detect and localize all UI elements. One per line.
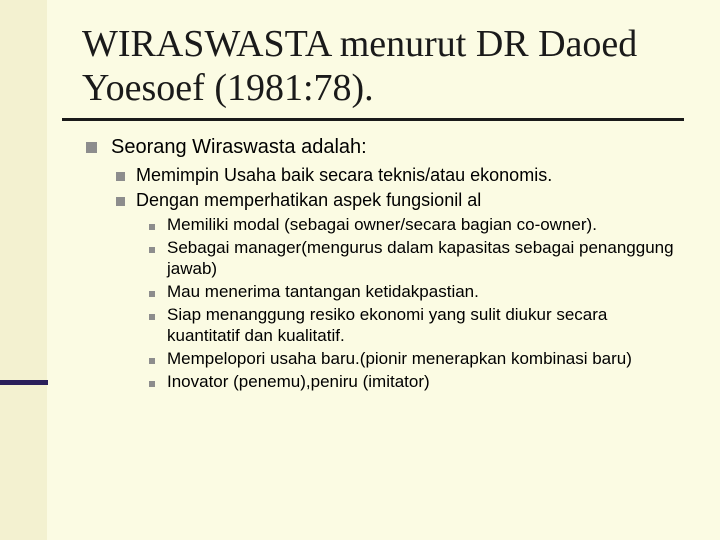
bullet-level2 — [116, 189, 702, 212]
square-bullet-icon — [116, 197, 125, 206]
bullet-text: Inovator (penemu),peniru (imitator) — [167, 372, 430, 391]
bullet-text: Seorang Wiraswasta adalah: — [111, 136, 367, 158]
square-bullet-icon — [116, 172, 125, 181]
bullet-level3 — [149, 304, 702, 346]
slide-title: WIRASWASTA menurut DR Daoed Yoesoef (1981:78). — [82, 23, 638, 109]
bullet-text: Dengan memperhatikan aspek fungsionil al — [136, 190, 482, 210]
bullet-level3 — [149, 348, 702, 369]
bullet-text: Mau menerima tantangan ketidakpastian. — [167, 282, 479, 301]
bullet-level3 — [149, 371, 702, 392]
slide-content — [82, 134, 702, 394]
title-underline — [62, 118, 684, 121]
bullet-text: Siap menanggung resiko ekonomi yang sulit diukur secara kuantitatif dan kualitatif. — [167, 305, 608, 345]
square-bullet-icon — [149, 381, 155, 387]
bullet-level2 — [116, 164, 702, 187]
square-bullet-icon — [149, 224, 155, 230]
bullet-level3 — [149, 281, 702, 302]
square-bullet-icon — [149, 291, 155, 297]
bullet-level3 — [149, 237, 702, 279]
bullet-text: Mempelopori usaha baru.(pionir menerapkan kombinasi baru) — [167, 349, 632, 368]
bullet-level3 — [149, 214, 702, 235]
square-bullet-icon — [149, 314, 155, 320]
left-accent-bar — [0, 380, 48, 385]
bullet-text: Sebagai manager(mengurus dalam kapasitas sebagai penanggung jawab) — [167, 238, 674, 278]
bullet-text: Memimpin Usaha baik secara teknis/atau ekonomis. — [136, 165, 553, 185]
square-bullet-icon — [149, 358, 155, 364]
square-bullet-icon — [149, 247, 155, 253]
bullet-text: Memiliki modal (sebagai owner/secara bagian co-owner). — [167, 215, 597, 234]
square-bullet-icon — [86, 142, 97, 153]
left-decorative-band — [0, 0, 47, 540]
bullet-level1 — [82, 134, 702, 160]
